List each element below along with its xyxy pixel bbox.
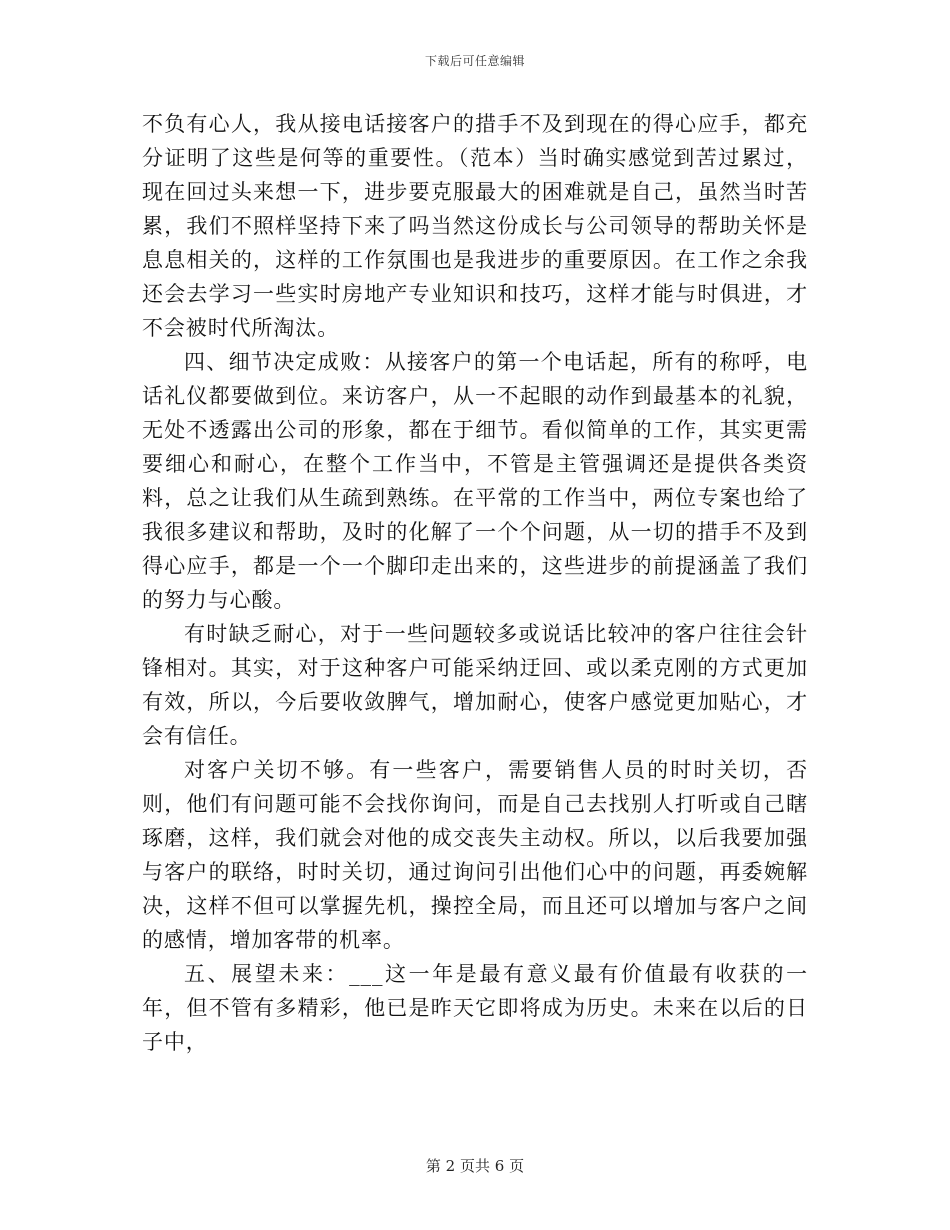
page-footer: 第 2 页共 6 页 <box>425 1157 525 1175</box>
paragraph-3: 有时缺乏耐心，对于一些问题较多或说话比较冲的客户往往会针锋相对。其实，对于这种客户可能采纳迂回、或以柔克刚的方式更加有效，所以，今后要收敛脾气，增加耐心，使客户感觉更加贴心，才会有信任。 <box>142 622 808 748</box>
document-body <box>142 107 808 1059</box>
page-header: 下载后可任意编辑 <box>424 54 525 68</box>
paragraph-2: 四、细节决定成败：从接客户的第一个电话起，所有的称呼，电话礼仪都要做到位。来访客户，从一不起眼的动作到最基本的礼貌，无处不透露出公司的形象，都在于细节。看似简单的工作，其实更需要细心和耐心，在整个工作当中，不管是主管强调还是提供各类资料，总之让我们从生疏到熟练。在平常的工作当中，两位专案也给了我很多建议和帮助，及时的化解了一个个问题，从一切的措手不及到得心应手，都是一个一个脚印走出来的，这些进步的前提涵盖了我们的努力与心酸。 <box>142 350 808 612</box>
paragraph-5: 五、展望未来：___这一年是最有意义最有价值最有收获的一年，但不管有多精彩，他已是昨天它即将成为历史。未来在以后的日子中， <box>142 962 808 1054</box>
paragraph-1: 不负有心人，我从接电话接客户的措手不及到现在的得心应手，都充分证明了这些是何等的重要性。（范本）当时确实感觉到苦过累过，现在回过头来想一下，进步要克服最大的困难就是自己，虽然当时苦累，我们不照样坚持下来了吗当然这份成长与公司领导的帮助关怀是息息相关的，这样的工作氛围也是我进步的重要原因。在工作之余我还会去学习一些实时房地产专业知识和技巧，这样才能与时俱进，才不会被时代所淘汰。 <box>142 112 808 340</box>
paragraph-4: 对客户关切不够。有一些客户，需要销售人员的时时关切，否则，他们有问题可能不会找你询问，而是自己去找别人打听或自己瞎琢磨，这样，我们就会对他的成交丧失主动权。所以，以后我要加强与客户的联络，时时关切，通过询问引出他们心中的问题，再委婉解决，这样不但可以掌握先机，操控全局，而且还可以增加与客户之间的感情，增加客带的机率。 <box>142 758 808 952</box>
